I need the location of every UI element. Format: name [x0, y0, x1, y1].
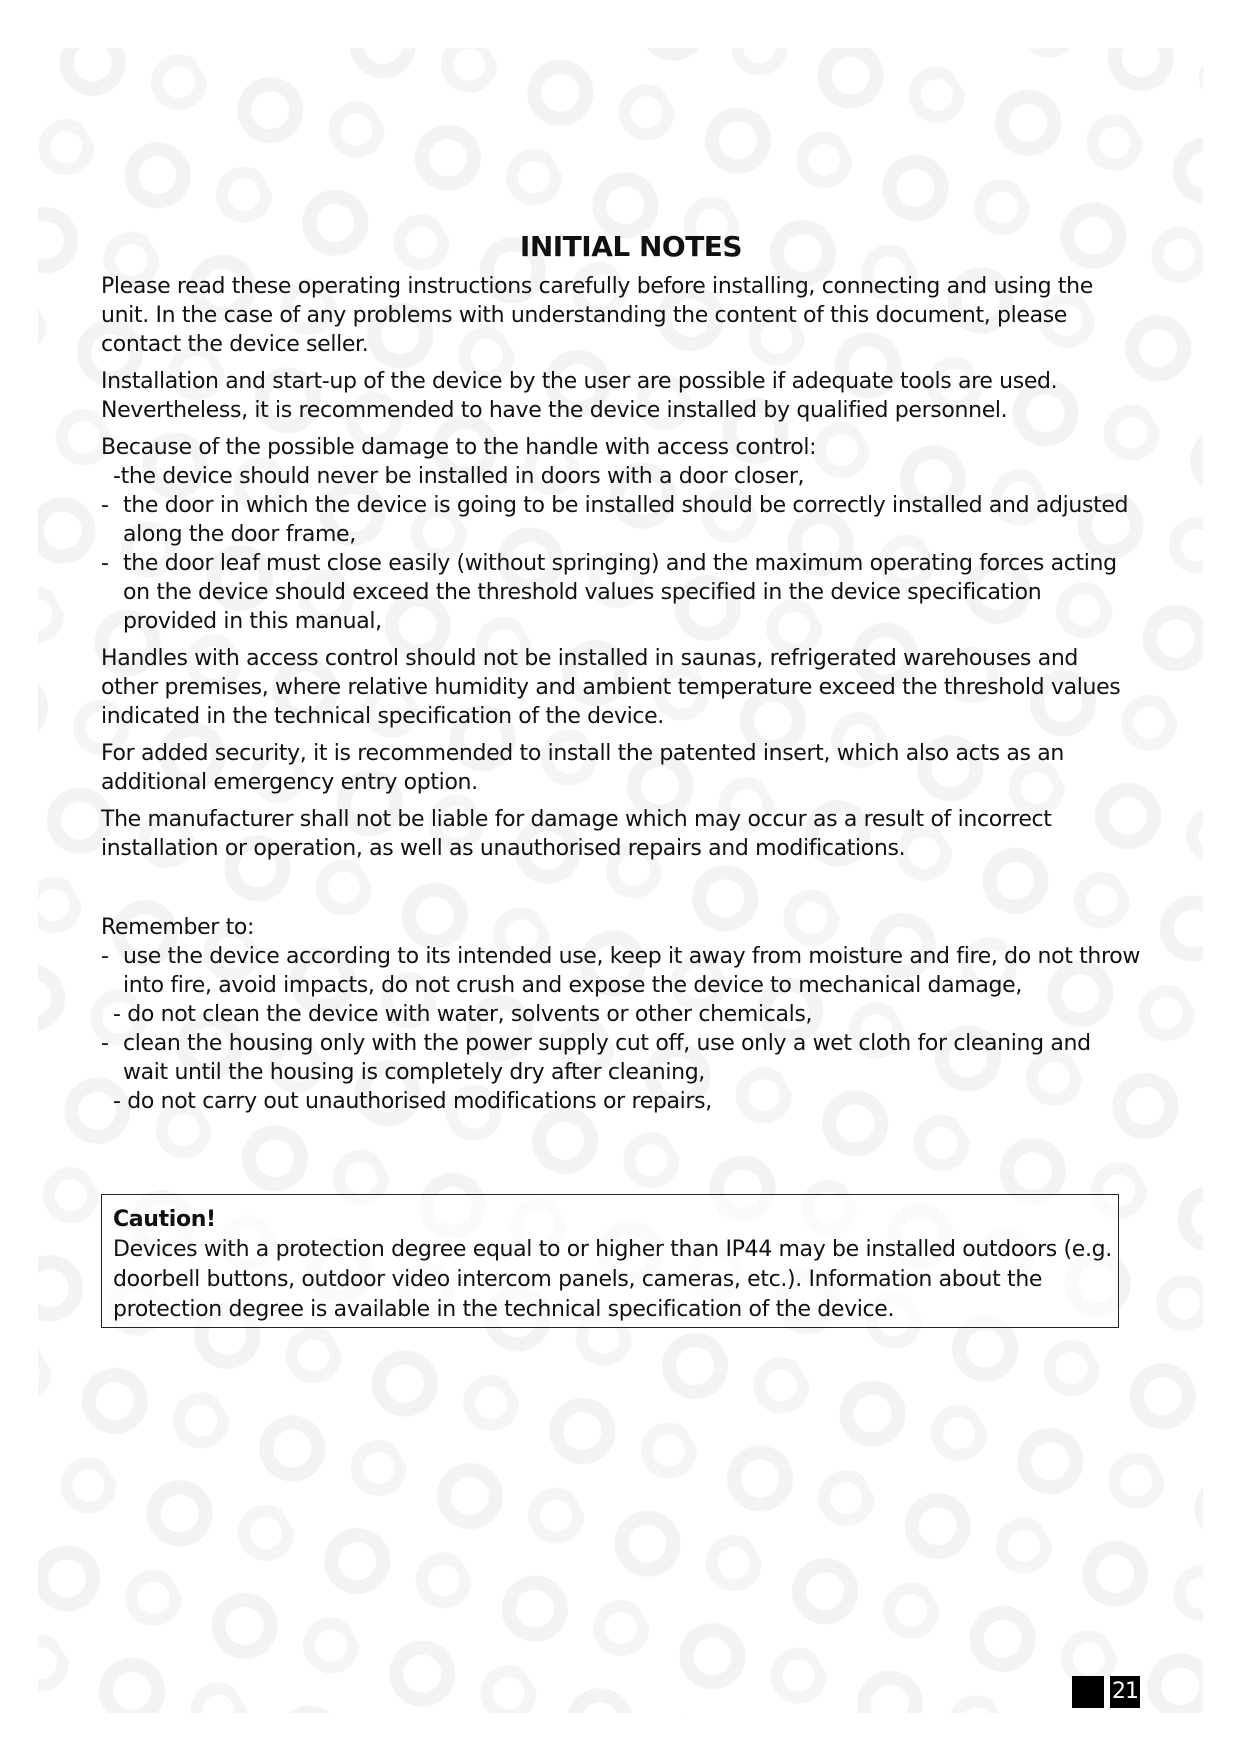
page-title: INITIAL NOTES	[519, 230, 743, 263]
caution-box	[101, 1194, 1119, 1328]
intro-paragraph: Please read these operating instructions carefully before installing, connecting and using the unit. In the case of any problems with understanding the content of this document, please contact the device seller.	[101, 274, 1093, 357]
list-item: - the door in which the device is going to be installed should be correctly installed and adjusted along the door frame,	[101, 491, 1141, 549]
remember-bullet-list	[101, 942, 1141, 1116]
caution-title: Caution!	[113, 1207, 216, 1232]
security-paragraph: For added security, it is recommended to install the patented insert, which also acts as an additional emergency entry option.	[101, 741, 1065, 795]
list-item: -the device should never be installed in doors with a door closer,	[113, 464, 805, 489]
damage-intro-paragraph: Because of the possible damage to the handle with access control:	[101, 435, 817, 460]
damage-bullet-list	[101, 462, 1141, 636]
list-item: - do not clean the device with water, solvents or other chemicals,	[113, 1002, 813, 1027]
caution-text: Devices with a protection degree equal to or higher than IP44 may be installed outdoors (e.g. doorbell buttons, outdoor video intercom panels, cameras, etc.). Information about the protection degree is available in the technical specification of the device.	[113, 1237, 1112, 1322]
liability-paragraph: The manufacturer shall not be liable for damage which may occur as a result of incorrect installation or operation, as well as unauthorised repairs and modifications.	[101, 807, 1052, 861]
remember-heading: Remember to:	[101, 915, 255, 940]
list-item: - the door leaf must close easily (without springing) and the maximum operating forces acting on the device should exceed the threshold values specified in the device specification provided in this manual,	[101, 549, 1141, 636]
list-item: - use the device according to its intended use, keep it away from moisture and fire, do not throw into fire, avoid impacts, do not crush and expose the device to mechanical damage,	[101, 942, 1141, 1000]
document-body	[101, 230, 1141, 1124]
humidity-paragraph: Handles with access control should not be installed in saunas, refrigerated warehouses and other premises, where relative humidity and ambient temperature exceed the threshold values indicated in the technical specification of the device.	[101, 646, 1121, 729]
page-number: 21	[1110, 1676, 1140, 1708]
list-item: - do not carry out unauthorised modifications or repairs,	[113, 1089, 712, 1114]
list-item: - clean the housing only with the power supply cut off, use only a wet cloth for cleaning and wait until the housing is completely dry after cleaning,	[101, 1029, 1141, 1087]
page-marker-block	[1072, 1676, 1104, 1708]
spacer	[101, 871, 1141, 913]
installation-paragraph: Installation and start-up of the device by the user are possible if adequate tools are used. Nevertheless, it is recommended to have the device installed by qualified personnel.	[101, 369, 1058, 423]
